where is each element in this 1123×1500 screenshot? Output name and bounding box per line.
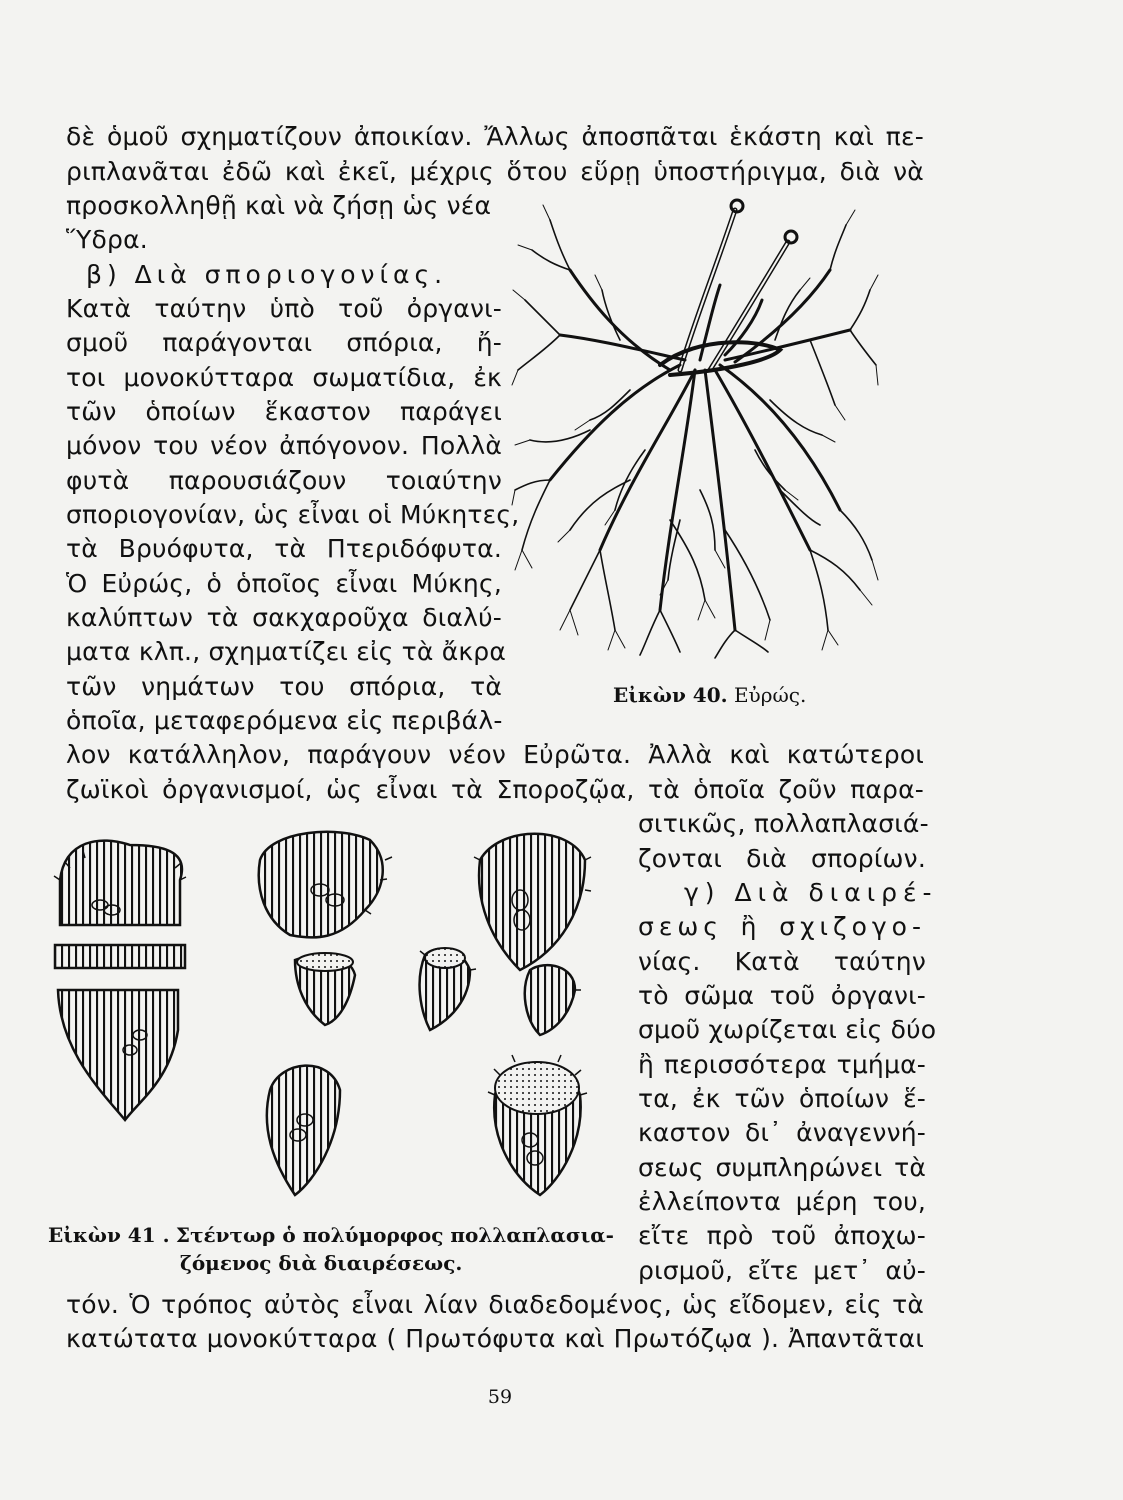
- section-heading-b: β) Διὰ σποριογονίας.: [86, 260, 448, 289]
- figure-41-caption-text-2: ζόμενος διὰ διαιρέσεως.: [180, 1251, 463, 1275]
- text-line-16: ματα κλπ., σχηματίζει εἰς τὰ ἄκρα: [66, 637, 507, 666]
- text-line-36: κατώτατα μονοκύτταρα ( Πρωτόφυτα καὶ Πρωτόζῳα ). Ἀπαντᾶται: [66, 1324, 924, 1353]
- text-line-32: ἐλλείποντα μέρη του,: [638, 1187, 926, 1216]
- stentor-top-right: [479, 834, 585, 970]
- text-line-15: καλύπτων τὰ σακχαροῦχα διαλύ-: [66, 603, 502, 632]
- text-line-17: τῶν νημάτων του σπόρια, τὰ: [66, 672, 502, 701]
- text-line-30: καστον δι᾿ ἀναγεννή-: [638, 1118, 926, 1147]
- stentor-small-3: [525, 965, 575, 1035]
- figure-41-label: Εἰκὼν 41 .: [48, 1223, 170, 1247]
- text-line-26: τὸ σῶμα τοῦ ὀργανι-: [638, 981, 926, 1010]
- text-line-13: τὰ Βρυόφυτα, τὰ Πτεριδόφυτα.: [66, 534, 502, 563]
- oral-disc-small-2: [425, 948, 465, 968]
- text-line-28: ἢ περισσότερα τμήμα-: [638, 1050, 926, 1079]
- text-line-31: σεως συμπληρώνει τὰ: [638, 1153, 926, 1182]
- text-line-33: εἴτε πρὸ τοῦ ἀποχω-: [638, 1221, 926, 1250]
- text-line-19: λον κατάλληλον, παράγουν νέον Εὐρῶτα. Ἀλλὰ καὶ κατώτεροι: [66, 740, 924, 769]
- section-heading-c: γ) Διὰ διαιρέ-: [684, 878, 938, 907]
- stentor-middle-part: [55, 945, 185, 968]
- text-line-10: μόνον του νέον ἀπόγονον. Πολλὰ: [66, 431, 502, 460]
- text-line-27: σμοῦ χωρίζεται εἰς δύο: [638, 1015, 937, 1044]
- text-line-22: ζονται διὰ σπορίων.: [638, 844, 926, 873]
- text-line-34: ρισμοῦ, εἴτε μετ᾿ αὐ-: [638, 1256, 926, 1285]
- figure-40-mold-illustration: [510, 190, 880, 660]
- text-line-6: Κατὰ ταύτην ὑπὸ τοῦ ὀργανι-: [66, 294, 502, 323]
- text-line-4: Ὕδρα.: [66, 225, 148, 254]
- text-line-29: τα, ἐκ τῶν ὁποίων ἕ-: [638, 1084, 926, 1113]
- oral-disc-small-1: [297, 953, 353, 971]
- text-line-24: σεως ἢ σχιζογο-: [638, 912, 926, 941]
- text-line-9: τῶν ὁποίων ἕκαστον παράγει: [66, 397, 502, 426]
- figure-40-label: Εἰκὼν 40.: [613, 683, 728, 707]
- figure-41-caption-line-2: [180, 1250, 462, 1276]
- text-line-21: σιτικῶς, πολλαπλασιά-: [638, 809, 929, 838]
- figure-40-caption: [613, 682, 806, 708]
- figure-41-caption-text-1: Στέντωρ ὁ πολύμορφος πολλαπλασια-: [175, 1223, 614, 1247]
- text-line-11: φυτὰ παρουσιάζουν τοιαύτην: [66, 466, 502, 495]
- figure-41-stentor-illustration: [40, 820, 620, 1215]
- text-line-3: προσκολληθῇ καὶ νὰ ζήσῃ ὡς νέα: [66, 191, 492, 220]
- text-line-18: ὁποῖα, μεταφερόμενα εἰς περιβάλ-: [66, 706, 503, 735]
- text-line-12: σποριογονίαν, ὡς εἶναι οἱ Μύκητες,: [66, 500, 520, 529]
- text-line-1: δὲ ὁμοῦ σχηματίζουν ἀποικίαν. Ἄλλως ἀποσπᾶται ἑκάστη καὶ πε-: [66, 122, 924, 151]
- text-line-7: σμοῦ παράγονται σπόρια, ἤ-: [66, 328, 502, 357]
- text-line-25: νίας. Κατὰ ταύτην: [638, 947, 926, 976]
- page-number: 59: [487, 1386, 513, 1408]
- figure-41-caption-line-1: [48, 1222, 614, 1248]
- figure-40-caption-text: Εὐρώς.: [733, 683, 807, 707]
- text-line-8: τοι μονοκύτταρα σωματίδια, ἐκ: [66, 363, 502, 392]
- text-line-14: Ὁ Εὐρώς, ὁ ὁποῖος εἶναι Μύκης,: [66, 569, 502, 598]
- text-line-35: τόν. Ὁ τρόπος αὐτὸς εἶναι λίαν διαδεδομένος, ὡς εἴδομεν, εἰς τὰ: [66, 1290, 924, 1319]
- text-line-20: ζωϊκοὶ ὀργανισμοί, ὡς εἶναι τὰ Σποροζῷα, τὰ ὁποῖα ζοῦν παρα-: [66, 775, 924, 804]
- stentor-posterior-part: [58, 990, 178, 1120]
- oral-disc-bottom-right: [495, 1062, 579, 1114]
- stentor-anterior-part: [60, 841, 182, 925]
- text-line-2: ριπλανᾶται ἐδῶ καὶ ἐκεῖ, μέχρις ὅτου εὕρῃ ὑποστήριγμα, διὰ νὰ: [66, 157, 924, 186]
